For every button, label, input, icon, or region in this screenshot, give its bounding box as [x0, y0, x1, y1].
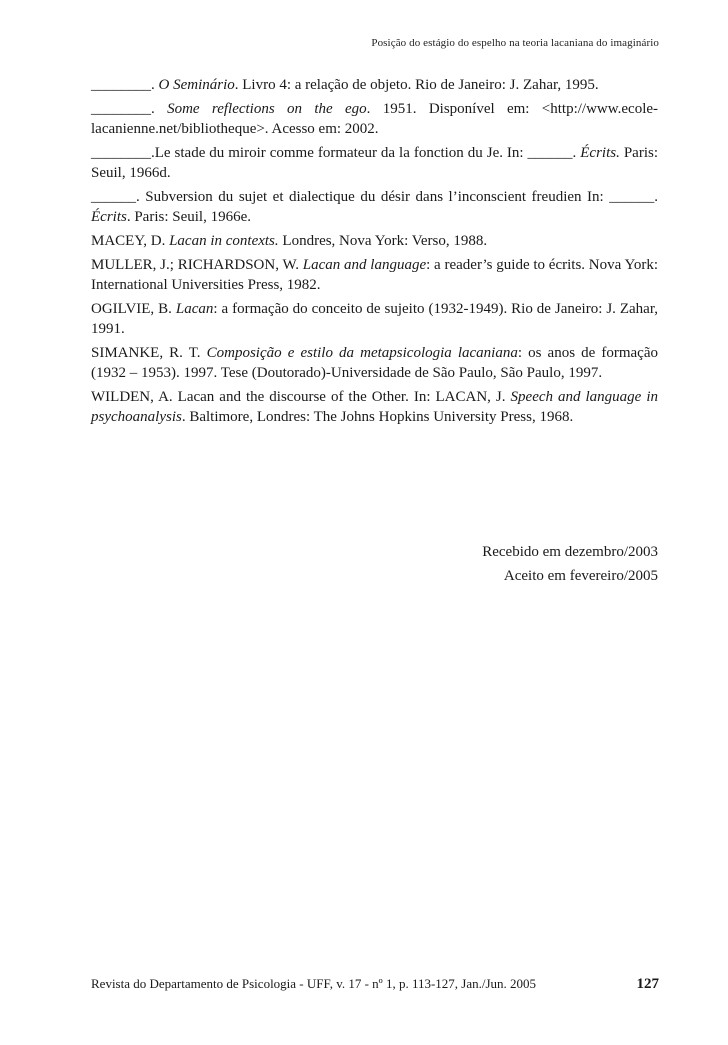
- reference-entry: [91, 299, 658, 339]
- reference-title: Écrits: [91, 209, 127, 225]
- reference-text: . Livro 4: a relação de objeto. Rio de Janeiro: J. Zahar, 1995.: [234, 77, 599, 93]
- reference-title: O Seminário: [158, 77, 235, 93]
- reference-list: [91, 75, 658, 431]
- reference-title: Lacan in contexts.: [169, 233, 279, 249]
- reference-entry: [91, 255, 658, 295]
- reference-title: Lacan and language: [302, 257, 427, 273]
- reference-title: Lacan: [175, 301, 214, 317]
- reference-title: Some reflections on the ego: [167, 101, 367, 117]
- running-header: Posição do estágio do espelho na teoria lacaniana do imaginário: [371, 37, 659, 49]
- reference-text: Londres, Nova York: Verso, 1988.: [278, 233, 488, 249]
- reference-text: . Baltimore, Londres: The Johns Hopkins University Press, 1968.: [181, 409, 574, 425]
- accepted-date: Aceito em fevereiro/2005: [503, 568, 658, 584]
- reference-entry: [91, 387, 658, 427]
- reference-entry: [91, 75, 658, 95]
- submission-dates: [482, 540, 658, 588]
- page-footer: [91, 976, 659, 993]
- reference-entry: [91, 143, 658, 183]
- reference-entry: [91, 99, 658, 139]
- reference-text: : a reader’s guide to écrits. Nova York: International Universities Press, 1982.: [91, 257, 658, 293]
- reference-text: : a formação do conceito de sujeito (1932-1949). Rio de Janeiro: J. Zahar, 1991.: [91, 301, 658, 337]
- reference-text: . 1951. Disponível em: <http://www.ecole-lacanienne.net/bibliotheque>. Acesso em: 2002.: [91, 101, 659, 137]
- journal-citation: Revista do Departamento de Psicologia - UFF, v. 17 - nº 1, p. 113-127, Jan./Jun. 2005: [91, 976, 537, 991]
- reference-text: : os anos de formação (1932 – 1953). 1997. Tese (Doutorado)-Universidade de São Paulo, São Paulo, 1997.: [91, 345, 658, 381]
- reference-entry: [91, 187, 658, 227]
- page-number: 127: [636, 976, 659, 992]
- reference-text: WILDEN, A. Lacan and the discourse of the Other. In: LACAN, J.: [91, 389, 511, 405]
- reference-text: MULLER, J.; RICHARDSON, W.: [91, 257, 303, 273]
- reference-entry: [91, 231, 658, 251]
- reference-text: OGILVIE, B.: [91, 301, 176, 317]
- reference-title: Composição e estilo da metapsicologia lacaniana: [206, 345, 518, 361]
- reference-text: ________.: [91, 77, 159, 93]
- reference-text: ________.: [91, 101, 168, 117]
- received-date: Recebido em dezembro/2003: [482, 544, 658, 560]
- reference-text: Paris: Seuil, 1966d.: [91, 145, 658, 181]
- reference-title: Écrits.: [580, 145, 620, 161]
- reference-text: MACEY, D.: [91, 233, 170, 249]
- reference-entry: [91, 343, 658, 383]
- reference-text: ________.Le stade du miroir comme formateur da la fonction du Je. In: ______.: [91, 145, 581, 161]
- reference-text: ______. Subversion du sujet et dialectique du désir dans l’inconscient freudien In: ______.: [91, 189, 658, 205]
- reference-text: SIMANKE, R. T.: [91, 345, 207, 361]
- reference-text: . Paris: Seuil, 1966e.: [126, 209, 252, 225]
- reference-title: Speech and language in psychoanalysis: [91, 389, 659, 425]
